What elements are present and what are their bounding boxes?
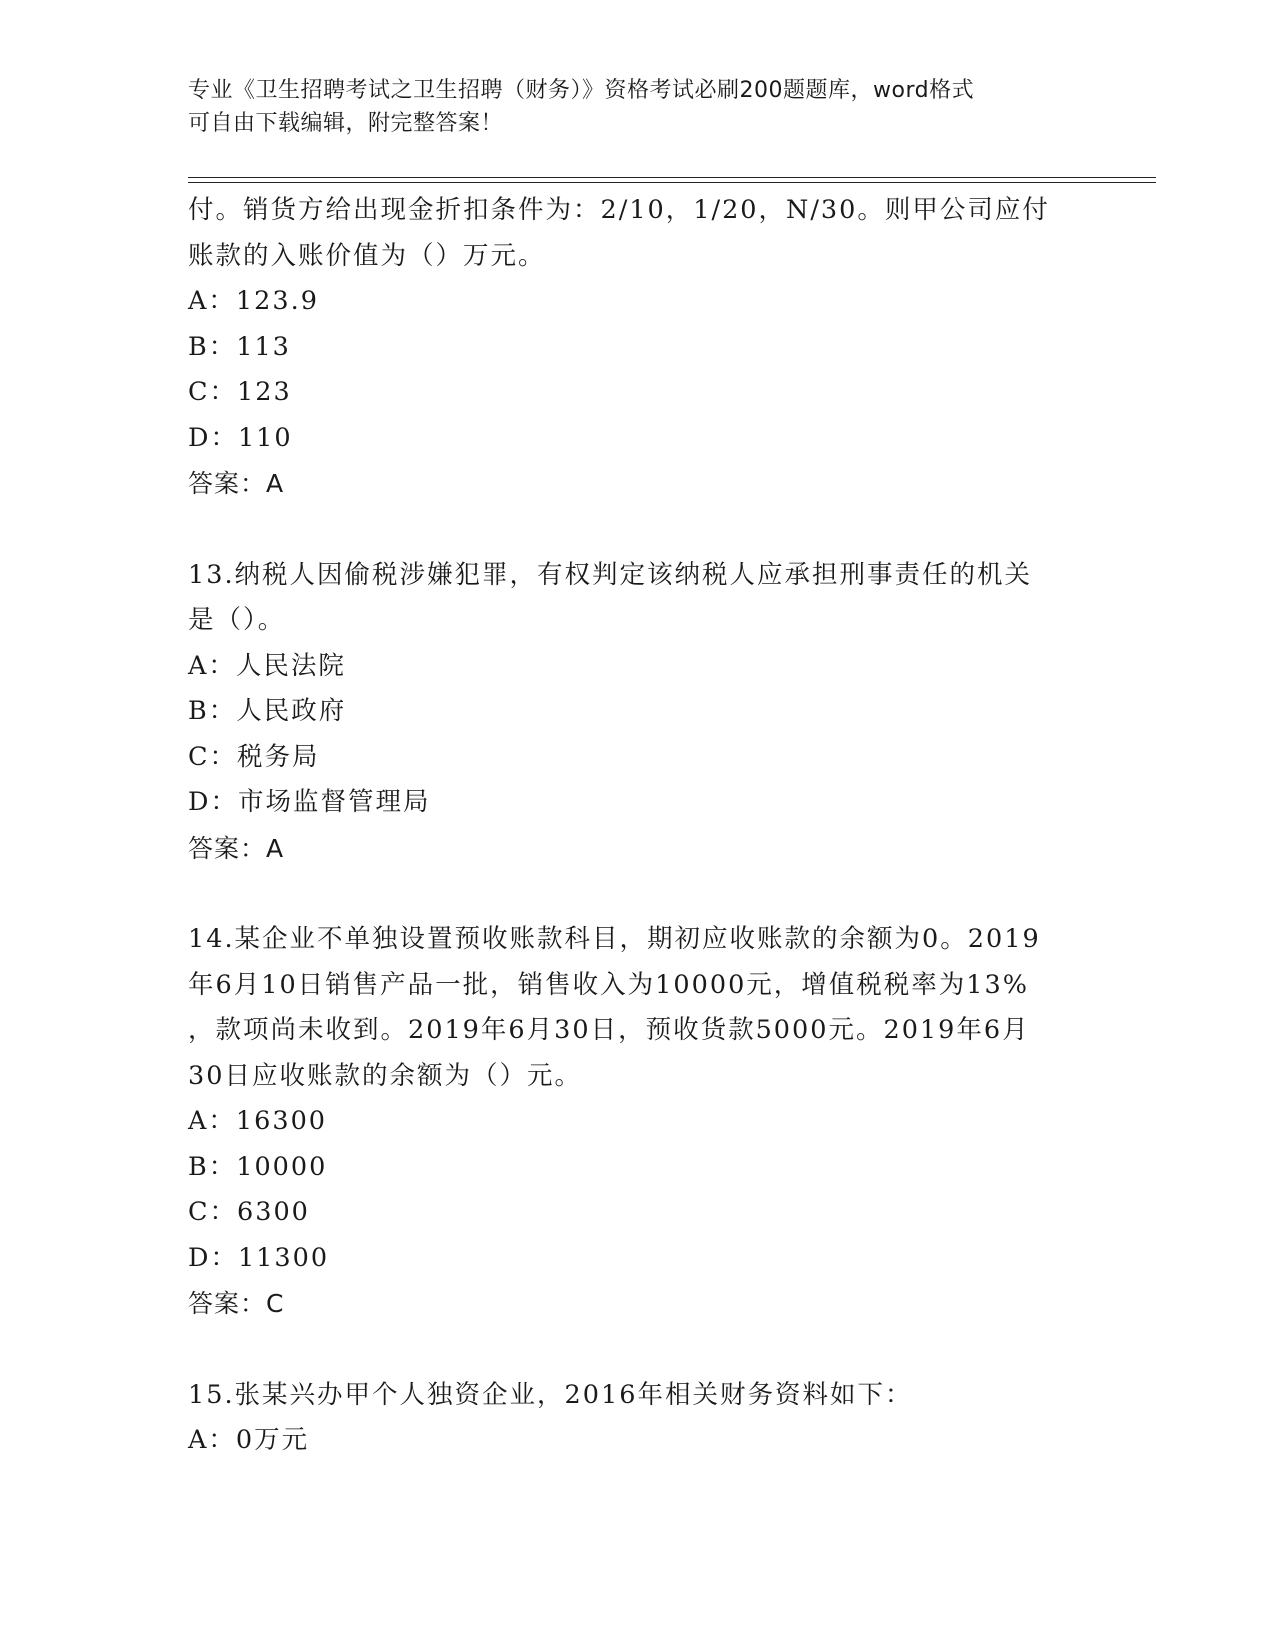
spacer	[188, 507, 1088, 553]
question-14	[188, 917, 1088, 1327]
header-rule	[188, 177, 1156, 178]
option-b: B：人民政府	[188, 696, 347, 726]
question-13	[188, 553, 1088, 872]
question-text: ，款项尚未收到。2019年6月30日，预收货款5000元。2019年6月	[188, 1015, 1030, 1045]
answer: 答案：C	[188, 1289, 285, 1318]
document-body	[188, 188, 1088, 1464]
header-line: 可自由下载编辑，附完整答案！	[188, 111, 504, 136]
option-b: B：10000	[188, 1151, 328, 1182]
option-a: A：0万元	[188, 1425, 310, 1455]
option-d: D：11300	[188, 1242, 330, 1273]
question-12	[188, 188, 1088, 507]
question-text: 账款的入账价值为（）万元。	[188, 240, 546, 271]
header-line: 专业《卫生招聘考试之卫生招聘（财务）》资格考试必刷200题题库，word格式	[188, 78, 975, 103]
option-c: C：6300	[188, 1197, 310, 1227]
question-text: 年6月10日销售产品一批，销售收入为10000元，增值税税率为13%	[188, 969, 1029, 1000]
header-rule	[188, 182, 1156, 183]
answer: 答案：A	[188, 833, 285, 863]
spacer	[188, 871, 1088, 917]
option-b: B：113	[188, 331, 291, 362]
answer: 答案：A	[188, 469, 285, 498]
question-text: 14.某企业不单独设置预收账款科目，期初应收账款的余额为0。2019	[188, 924, 1041, 954]
document-header	[188, 74, 1068, 140]
question-15	[188, 1373, 1088, 1464]
question-text: 15.张某兴办甲个人独资企业，2016年相关财务资料如下：	[188, 1379, 913, 1410]
option-a: A：123.9	[188, 286, 319, 316]
spacer	[188, 1327, 1088, 1373]
option-d: D：110	[188, 422, 293, 453]
option-c: C：税务局	[188, 741, 320, 772]
question-text: 30日应收账款的余额为（）元。	[188, 1060, 582, 1091]
option-c: C：123	[188, 377, 292, 407]
option-d: D：市场监督管理局	[188, 787, 431, 817]
question-text: 付。销货方给出现金折扣条件为：2/10，1/20，N/30。则甲公司应付	[188, 195, 1050, 225]
option-a: A：16300	[188, 1106, 328, 1136]
question-text: 是（）。	[188, 605, 286, 635]
option-a: A：人民法院	[188, 650, 346, 681]
question-text: 13.纳税人因偷税涉嫌犯罪，有权判定该纳税人应承担刑事责任的机关	[188, 559, 1033, 590]
